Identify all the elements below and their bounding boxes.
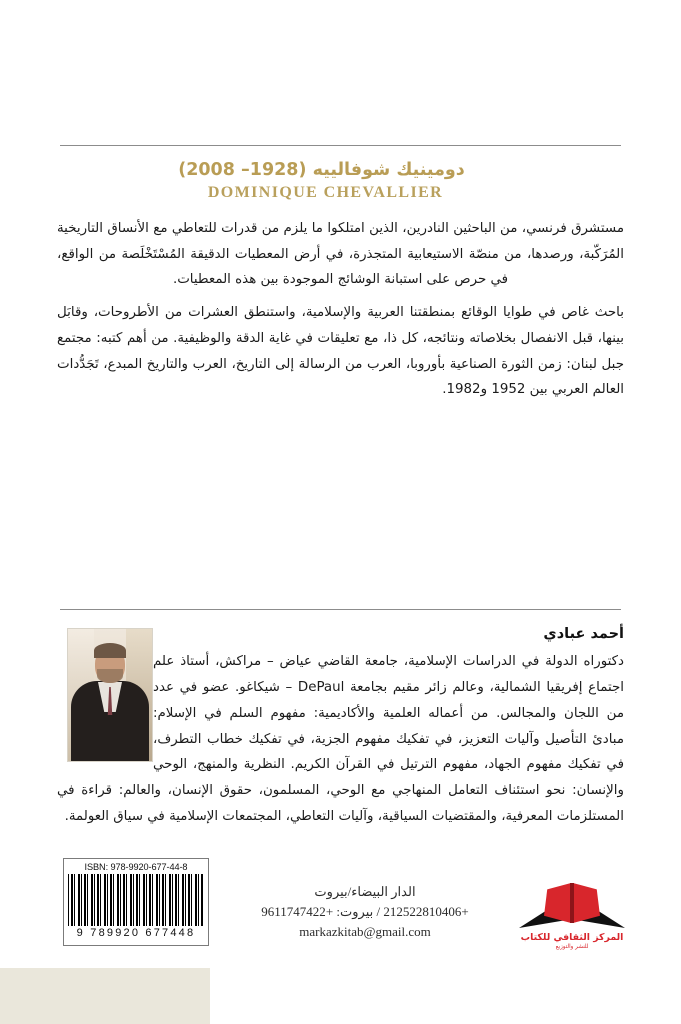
publisher-cities: الدار البيضاء/بيروت bbox=[314, 884, 416, 899]
author-biography: دكتوراه الدولة في الدراسات الإسلامية، جامعة القاضي عياض – مراكش، أستاذ علم اجتماع إفريقيا الشمالية، وعالم زائر مقيم بجامعة DePaul – شيكاغو. عضو في عدد من اللجان والمجالس. من أعماله العلمية والأكاديمية: مفهوم السلم في الإسلام: مبادئ التأصيل وآليات التعزيز، في تفكيك مفهوم الجزية، في تفكيك خطاب التطرف، في تفكيك مفهوم الجهاد، مفهوم الترتيل في القرآن الكريم. النظرية والمنهج، الوحي والإنسان: نحو استئناف التعامل المنهاجي مع الوحي، المسلمون، حقوق الإنسان، والعالم: قراءة في المستلزمات المعرفية، والمقتضيات السياقية، وآليات التعاطي، المجتمعات الإسلامية في سياق العولمة. bbox=[57, 654, 624, 824]
barcode-digits: 9 789920 677448 bbox=[76, 927, 196, 939]
subject-section bbox=[57, 160, 624, 410]
logo-spine bbox=[570, 883, 574, 923]
publisher-email: markazkitab@gmail.com bbox=[299, 924, 431, 940]
photo-beard bbox=[97, 669, 123, 683]
subject-name-latin: DOMINIQUE CHEVALLIER bbox=[207, 183, 444, 201]
subject-name-arabic: دومينيك شوفالييه (1928– 2008) bbox=[178, 160, 465, 180]
isbn-number: ISBN: 978-9920-677-44-8 bbox=[84, 862, 188, 872]
page-edge-strip bbox=[0, 968, 210, 1024]
photo-hair bbox=[94, 643, 126, 658]
author-portrait-photo bbox=[67, 628, 153, 762]
author-section bbox=[57, 624, 624, 836]
author-name: أحمد عبادي bbox=[543, 626, 624, 642]
publisher-logo bbox=[518, 880, 626, 956]
barcode-bars bbox=[68, 874, 204, 926]
divider-middle bbox=[60, 609, 621, 610]
divider-top bbox=[60, 145, 621, 146]
publisher-contact-info bbox=[230, 882, 500, 942]
publisher-logo-name: المركز الثقافي للكتاب bbox=[520, 932, 624, 943]
publisher-phones: +212522810406 / بيروت: +9611747422 bbox=[261, 904, 469, 920]
open-book-icon bbox=[518, 880, 626, 932]
isbn-barcode bbox=[63, 858, 209, 946]
subject-paragraph-1: مستشرق فرنسي، من الباحثين النادرين، الذين امتلكوا ما يلزم من قدرات للتعاطي مع الأنساق التاريخية المُرَكّبة، ورصدها، من منصّة الاستيعابية المتجذرة، في أرض المعطيات الدقيقة المُسْتَخْلَصة من الواقع، في حرص على استبانة الوشائج الموجودة بين هذه المعطيات. bbox=[57, 220, 624, 288]
subject-paragraph-2: باحث غاص في طوايا الوقائع بمنطقتنا العربية والإسلامية، واستنطق العشرات من الأطروحات، وقابَل بينها، قبل الانفصال بخلاصاته ونتائجه، كل ذا، مع تعليقات في غاية الدقة والوظيفية. من أهم كتبه: مجتمع جبل لبنان: زمن الثورة الصناعية بأوروبا، العرب من الرسالة إلى التاريخ، العرب والتاريخ المبدع، تَجَدُّدات العالم العربي بين 1952 و1982. bbox=[57, 305, 624, 398]
publisher-logo-tagline: للنشر والتوزيع bbox=[555, 944, 589, 951]
